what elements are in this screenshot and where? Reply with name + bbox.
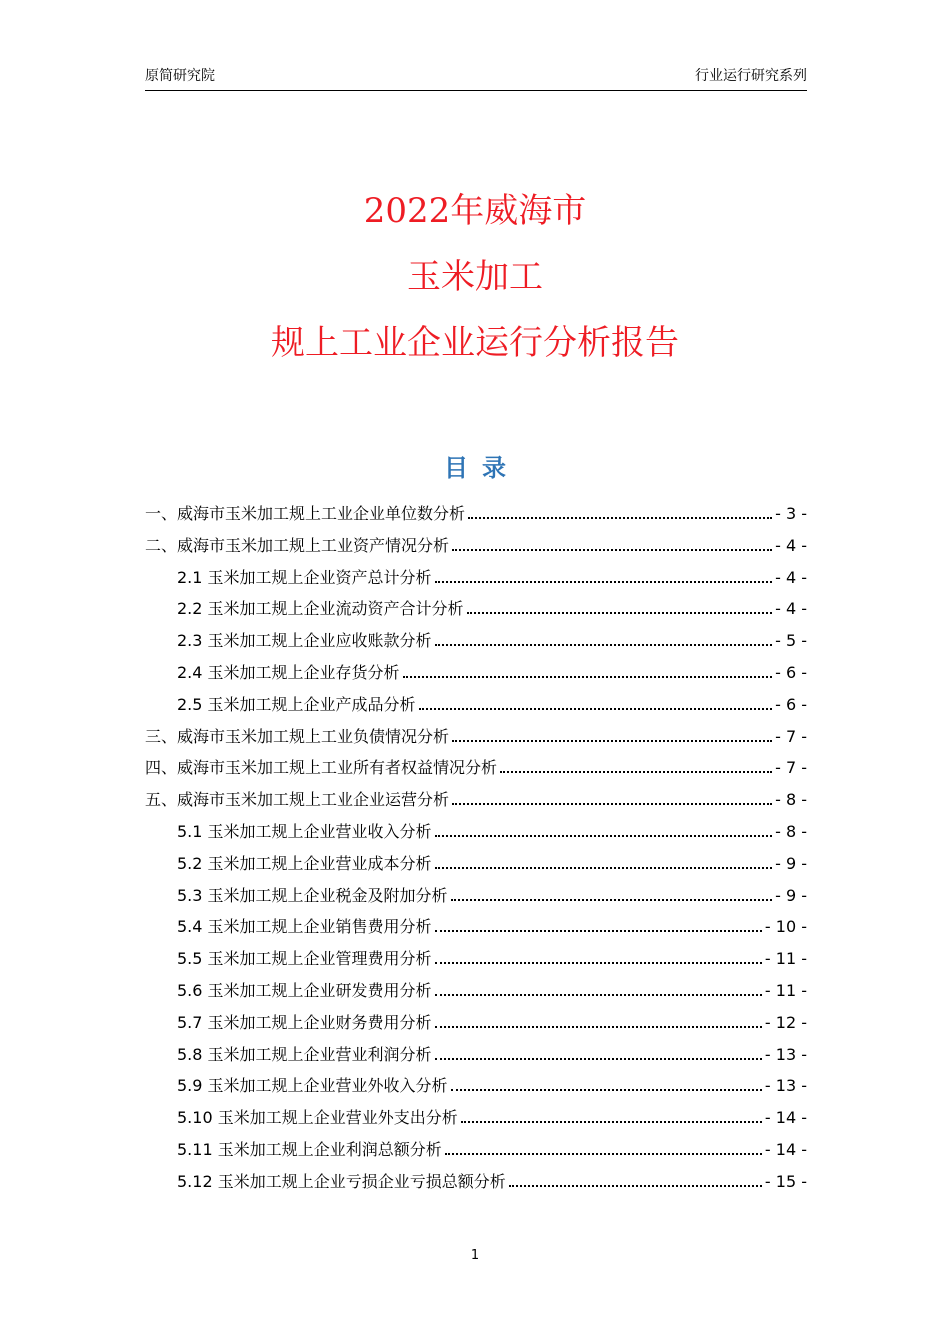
toc-dot-leader: [435, 1026, 762, 1028]
toc-entry-label: 5.7 玉米加工规上企业财务费用分析: [177, 1012, 432, 1032]
toc-entry-page: - 7 -: [775, 726, 807, 746]
toc-entry[interactable]: [145, 752, 807, 784]
toc-dot-leader: [435, 581, 773, 583]
toc-entry-label: 5.8 玉米加工规上企业营业利润分析: [177, 1044, 432, 1064]
toc-entry[interactable]: [145, 593, 807, 625]
toc-entry[interactable]: [145, 1007, 807, 1039]
title-line-year-city: 2022年威海市: [363, 191, 587, 231]
toc-entry-label: 5.9 玉米加工规上企业营业外收入分析: [177, 1076, 448, 1096]
toc-entry-label: 三、威海市玉米加工规上工业负债情况分析: [145, 726, 450, 746]
toc-dot-leader: [468, 517, 772, 519]
toc-entry[interactable]: [145, 1134, 807, 1166]
toc-dot-leader: [500, 771, 772, 773]
toc-entry-page: - 15 -: [764, 1171, 807, 1191]
toc-entry-page: - 9 -: [775, 885, 807, 905]
toc-entry-label: 2.3 玉米加工规上企业应收账款分析: [177, 631, 432, 651]
table-of-contents: [145, 498, 807, 1198]
header-series: 行业运行研究系列: [695, 68, 807, 84]
toc-dot-leader: [435, 644, 773, 646]
toc-dot-leader: [445, 1153, 762, 1155]
toc-entry[interactable]: [145, 911, 807, 943]
toc-entry[interactable]: [145, 816, 807, 848]
toc-entry-page: - 6 -: [775, 694, 807, 714]
toc-entry-label: 5.10 玉米加工规上企业营业外支出分析: [177, 1108, 458, 1128]
toc-dot-leader: [452, 803, 772, 805]
toc-entry-label: 5.4 玉米加工规上企业销售费用分析: [177, 917, 432, 937]
toc-entry[interactable]: [145, 784, 807, 816]
toc-heading: 目录: [444, 454, 520, 482]
toc-entry-page: - 14 -: [764, 1108, 807, 1128]
toc-entry[interactable]: [145, 657, 807, 689]
toc-entry-page: - 7 -: [775, 758, 807, 778]
toc-entry-label: 5.12 玉米加工规上企业亏损企业亏损总额分析: [177, 1171, 506, 1191]
toc-entry-label: 四、威海市玉米加工规上工业所有者权益情况分析: [145, 758, 498, 778]
toc-entry-label: 5.5 玉米加工规上企业管理费用分析: [177, 949, 432, 969]
toc-entry-page: - 9 -: [775, 853, 807, 873]
toc-dot-leader: [435, 994, 762, 996]
toc-entry-label: 5.3 玉米加工规上企业税金及附加分析: [177, 885, 448, 905]
toc-dot-leader: [403, 676, 773, 678]
report-title: [0, 178, 950, 376]
toc-entry[interactable]: [145, 625, 807, 657]
toc-dot-leader: [435, 930, 762, 932]
title-line-industry: 玉米加工: [407, 257, 543, 297]
title-line-report: 规上工业企业运行分析报告: [271, 323, 679, 363]
toc-entry[interactable]: [145, 498, 807, 530]
toc-entry-page: - 11 -: [764, 980, 807, 1000]
toc-entry-page: - 8 -: [775, 790, 807, 810]
toc-entry-label: 2.2 玉米加工规上企业流动资产合计分析: [177, 599, 464, 619]
toc-entry-label: 二、威海市玉米加工规上工业资产情况分析: [145, 535, 450, 555]
toc-entry-page: - 11 -: [764, 949, 807, 969]
toc-entry-label: 五、威海市玉米加工规上工业企业运营分析: [145, 790, 450, 810]
toc-entry-label: 2.1 玉米加工规上企业资产总计分析: [177, 567, 432, 587]
toc-dot-leader: [419, 708, 773, 710]
toc-dot-leader: [452, 549, 772, 551]
toc-entry[interactable]: [145, 1102, 807, 1134]
toc-dot-leader: [451, 1089, 762, 1091]
toc-entry-page: - 8 -: [775, 821, 807, 841]
toc-entry-page: - 10 -: [764, 917, 807, 937]
page-header: [145, 66, 807, 91]
toc-dot-leader: [435, 1058, 762, 1060]
toc-entry[interactable]: [145, 943, 807, 975]
toc-dot-leader: [451, 899, 773, 901]
toc-dot-leader: [509, 1185, 762, 1187]
toc-dot-leader: [461, 1121, 762, 1123]
toc-entry-label: 2.5 玉米加工规上企业产成品分析: [177, 694, 416, 714]
toc-entry-page: - 12 -: [764, 1012, 807, 1032]
toc-entry-page: - 4 -: [775, 567, 807, 587]
toc-entry[interactable]: [145, 1039, 807, 1071]
toc-dot-leader: [435, 867, 773, 869]
toc-entry[interactable]: [145, 975, 807, 1007]
toc-entry-page: - 6 -: [775, 662, 807, 682]
toc-dot-leader: [467, 612, 773, 614]
header-organization: 原简研究院: [145, 68, 215, 84]
toc-entry[interactable]: [145, 880, 807, 912]
page-number: 1: [470, 1248, 480, 1263]
toc-dot-leader: [435, 962, 762, 964]
toc-entry[interactable]: [145, 721, 807, 753]
toc-entry-page: - 4 -: [775, 599, 807, 619]
toc-entry-page: - 4 -: [775, 535, 807, 555]
toc-entry-page: - 13 -: [764, 1044, 807, 1064]
toc-entry[interactable]: [145, 562, 807, 594]
toc-entry[interactable]: [145, 848, 807, 880]
toc-entry[interactable]: [145, 530, 807, 562]
toc-entry-label: 5.6 玉米加工规上企业研发费用分析: [177, 980, 432, 1000]
toc-dot-leader: [452, 740, 772, 742]
toc-entry-label: 5.1 玉米加工规上企业营业收入分析: [177, 821, 432, 841]
toc-dot-leader: [435, 835, 773, 837]
toc-entry-label: 5.2 玉米加工规上企业营业成本分析: [177, 853, 432, 873]
toc-entry-page: - 13 -: [764, 1076, 807, 1096]
toc-entry[interactable]: [145, 1070, 807, 1102]
toc-entry-page: - 3 -: [775, 504, 807, 523]
toc-entry-label: 一、威海市玉米加工规上工业企业单位数分析: [145, 504, 466, 523]
toc-entry[interactable]: [145, 689, 807, 721]
toc-entry-label: 2.4 玉米加工规上企业存货分析: [177, 662, 400, 682]
toc-entry-page: - 5 -: [775, 631, 807, 651]
toc-entry-label: 5.11 玉米加工规上企业利润总额分析: [177, 1139, 442, 1159]
toc-entry[interactable]: [145, 1166, 807, 1198]
toc-entry-page: - 14 -: [764, 1139, 807, 1159]
